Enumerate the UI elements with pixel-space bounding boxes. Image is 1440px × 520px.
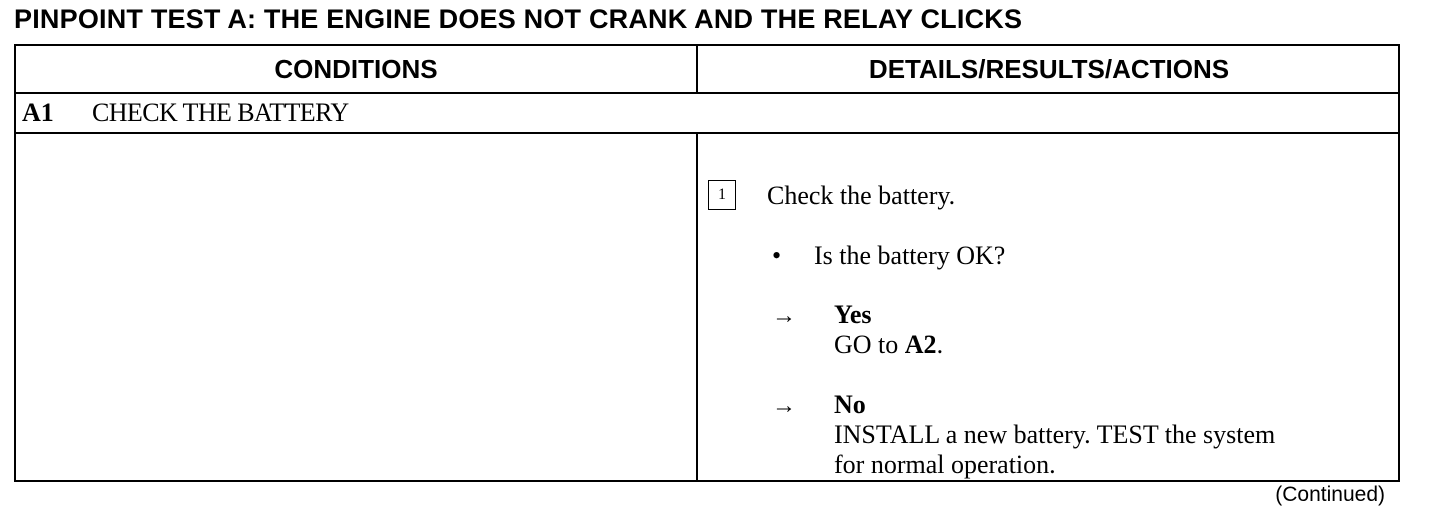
no-label: No [834, 390, 866, 419]
yes-action-suffix: . [936, 330, 944, 359]
no-arrow-icon: → [772, 393, 796, 419]
yes-label: Yes [834, 300, 872, 329]
no-action-line-1: INSTALL a new battery. TEST the system [834, 420, 1276, 449]
no-result [834, 390, 1275, 480]
yes-action-prefix: GO to [834, 330, 905, 359]
question-text: Is the battery OK? [814, 241, 1006, 270]
instruction-text: Check the battery. [767, 181, 956, 210]
yes-step-ref: A2 [904, 330, 937, 359]
step-row-a1 [22, 94, 349, 132]
header-divider [696, 46, 698, 92]
yes-arrow-icon: → [772, 303, 796, 329]
conditions-header: CONDITIONS [274, 53, 438, 84]
step-row-bottom-rule [16, 132, 1398, 134]
continued-note: (Continued) [1275, 483, 1385, 506]
yes-action [834, 330, 943, 360]
page-title: PINPOINT TEST A: THE ENGINE DOES NOT CRANK AND THE RELAY CLICKS [14, 4, 1023, 34]
step-title: CHECK THE BATTERY [92, 98, 349, 127]
step-number-box: 1 [708, 180, 736, 210]
column-divider [696, 134, 698, 480]
bullet-icon: • [772, 241, 782, 270]
yes-result [834, 300, 943, 360]
no-action-line-2: for normal operation. [834, 450, 1056, 479]
step-id: A1 [22, 98, 54, 127]
pinpoint-test-table [14, 44, 1400, 482]
details-header: DETAILS/RESULTS/ACTIONS [868, 53, 1230, 84]
details-cell [706, 136, 1396, 480]
